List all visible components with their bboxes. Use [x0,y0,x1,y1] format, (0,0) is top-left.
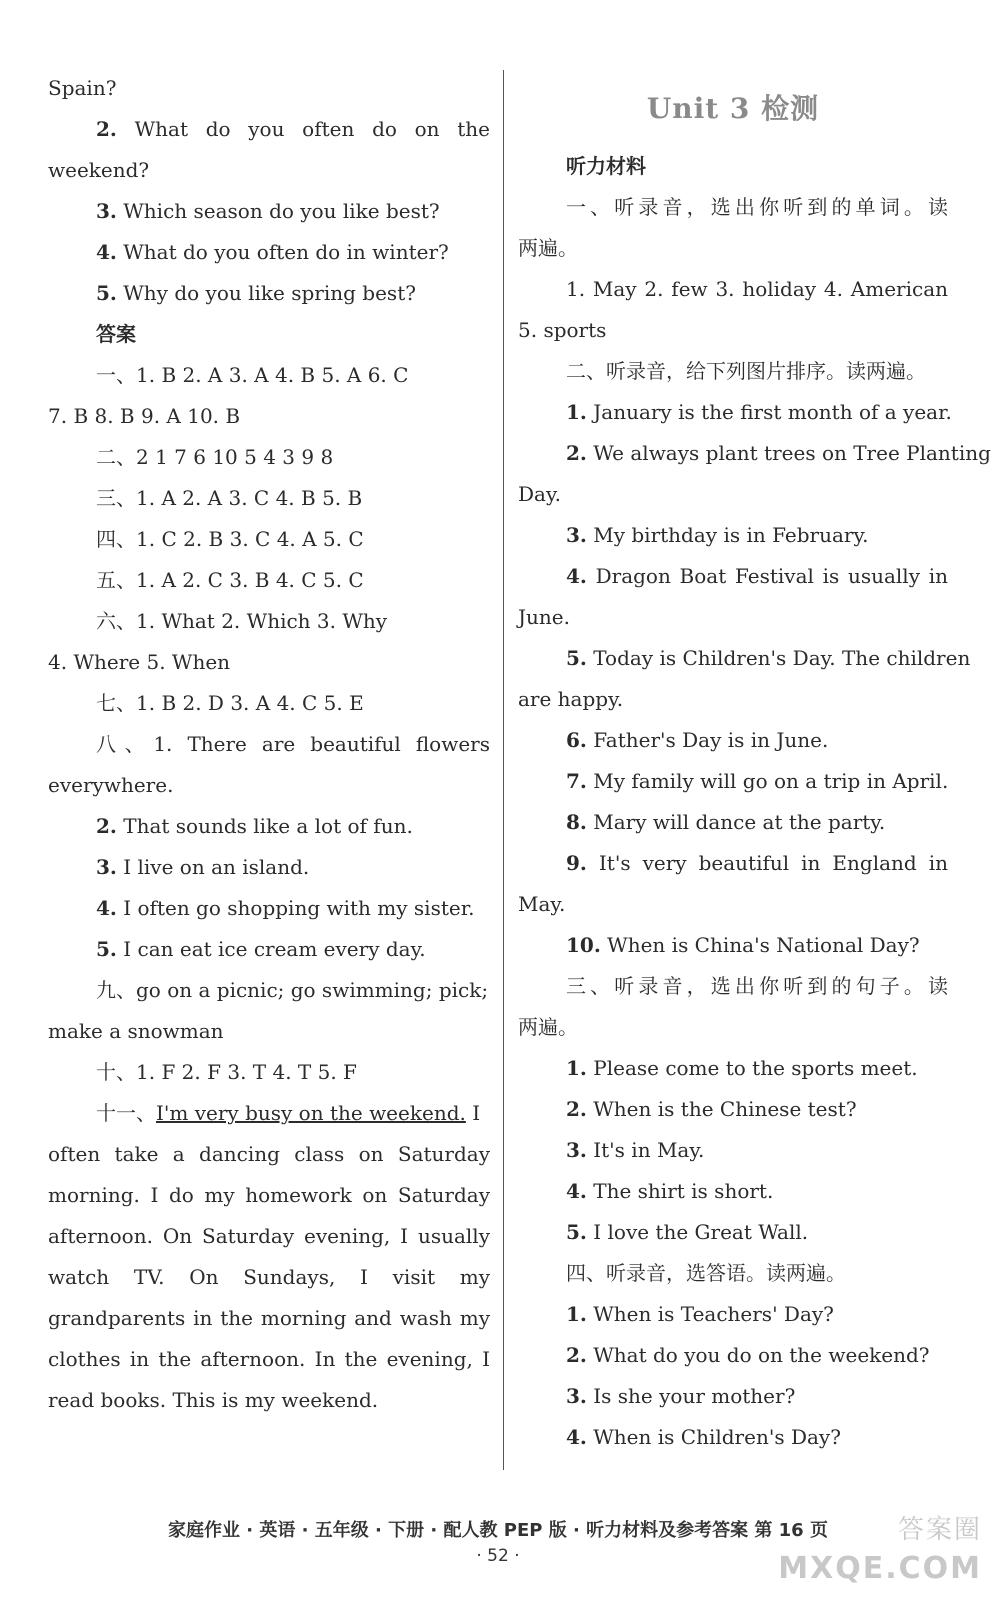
item-text: I often go shopping with my sister. [116,896,475,920]
answer-line: 六、1. What 2. Which 3. Why [96,609,388,633]
item-text: I can eat ice cream every day. [116,937,426,961]
answer-line [48,1093,490,1134]
item-number: 5. [96,281,117,305]
item-text: There are beautiful flowers [172,732,490,756]
answer-line: 4. Where 5. When [48,650,231,674]
section-heading: 二、听录音，给下列图片排序。读两遍。 [566,359,926,383]
list-item [518,433,991,474]
item-number: 4. [566,1425,587,1449]
answer-line: everywhere. [48,773,174,797]
list-item [518,515,948,556]
list-item [518,1048,948,1089]
answer-line: 二、2 1 7 6 10 5 4 3 9 8 [96,445,334,469]
answer-line [48,806,490,847]
list-item [518,1417,948,1458]
page-number: · 52 · [476,1546,520,1566]
list-item: June. [518,605,570,629]
list-item [518,802,948,843]
item-text: It's in May. [586,1138,705,1162]
item-text: When is Children's Day? [586,1425,841,1449]
item-text: Mary will dance at the party. [586,810,886,834]
section-heading: 两遍。 [518,1015,578,1039]
question-line [48,191,490,232]
word-list: 5. sports [518,318,607,342]
item-number: 2. [566,441,587,465]
answer-line: clothes in the afternoon. In the evening, I [48,1347,490,1371]
item-text: My birthday is in February. [586,523,869,547]
item-number: 1. [566,1056,587,1080]
item-number: 5. [566,646,587,670]
answer-line: 十、1. F 2. F 3. T 4. T 5. F [96,1060,357,1084]
item-number: 6. [566,728,587,752]
item-text: Father's Day is in June. [586,728,829,752]
section-heading: 一、听录音，选出你听到的单词。读 [566,195,948,219]
item-number: 8. [566,810,587,834]
list-item [518,1212,948,1253]
question-line [48,273,490,314]
answer-line [48,847,490,888]
list-item [518,761,948,802]
item-text: What do you often do on the [116,117,490,141]
text-line: weekend? [48,158,150,182]
answer-line: 九、go on a picnic; go swimming; pick; [96,978,489,1002]
watermark-text: 答案圈 [897,1515,982,1545]
item-number: 2. [566,1343,587,1367]
item-number: 4. [566,564,587,588]
item-number: 3. [96,855,117,879]
item-text: Which season do you like best? [116,199,440,223]
item-text: Please come to the sports meet. [586,1056,918,1080]
item-number: 4. [96,240,117,264]
answer-line: 五、1. A 2. C 3. B 4. C 5. C [96,568,364,592]
answers-heading: 答案 [96,322,136,346]
answer-line: afternoon. On Saturday evening, I usually [48,1224,490,1248]
list-item [518,1089,948,1130]
item-number: 7. [566,769,587,793]
answer-line: 四、1. C 2. B 3. C 4. A 5. C [96,527,364,551]
item-text: What do you often do in winter? [116,240,449,264]
item-text: It's very beautiful in England in [586,851,948,875]
item-number: 4. [566,1179,587,1203]
item-text: We always plant trees on Tree Planting [586,441,991,465]
item-number: 1. [566,1302,587,1326]
answer-line: often take a dancing class on Saturday [48,1142,490,1166]
item-number: 2. [96,814,117,838]
item-text: I love the Great Wall. [586,1220,809,1244]
list-item [518,843,948,884]
item-text: Is she your mother? [586,1384,796,1408]
answer-line: 三、1. A 2. A 3. C 4. B 5. B [96,486,363,510]
item-number: 3. [96,199,117,223]
underlined-sentence: I'm very busy on the weekend. [156,1101,466,1125]
list-item: are happy. [518,687,624,711]
item-number: 5. [566,1220,587,1244]
item-text: That sounds like a lot of fun. [116,814,413,838]
list-item: Day. [518,482,561,506]
item-number: 3. [566,1138,587,1162]
question-line [48,109,490,150]
item-text: Dragon Boat Festival is usually in [586,564,948,588]
section-heading: 三、听录音，选出你听到的句子。读 [566,974,948,998]
question-line [48,232,490,273]
answer-line: read books. This is my weekend. [48,1388,379,1412]
item-text: When is the Chinese test? [586,1097,857,1121]
answer-line: 一、1. B 2. A 3. A 4. B 5. A 6. C [96,363,409,387]
watermark [752,1510,982,1590]
watermark-site: MXQE.COM [778,1551,982,1586]
right-column [518,72,991,1458]
answer-line: 七、1. B 2. D 3. A 4. C 5. E [96,691,364,715]
item-text: I [465,1101,481,1125]
item-text: January is the first month of a year. [586,400,952,424]
answer-line: make a snowman [48,1019,224,1043]
list-item [518,1130,948,1171]
column-divider [503,70,504,1470]
item-text: I live on an island. [116,855,310,879]
list-item [518,1335,948,1376]
list-item [518,720,948,761]
item-text: When is Teachers' Day? [586,1302,834,1326]
item-text: What do you do on the weekend? [586,1343,930,1367]
page-footer: 家庭作业 · 英语 · 五年级 · 下册 · 配人教 PEP 版 · 听力材料及参考答案 第 16 页 [168,1520,828,1541]
item-number: 10. [566,933,601,957]
item-number: 3. [566,1384,587,1408]
list-item [518,1294,948,1335]
item-number: 2. [566,1097,587,1121]
item-number: 八、1. [96,732,173,756]
answer-line [48,929,490,970]
item-text: The shirt is short. [586,1179,774,1203]
listening-heading: 听力材料 [566,154,646,178]
list-item [518,1376,948,1417]
item-number: 十一、 [96,1101,156,1125]
answer-line: morning. I do my homework on Saturday [48,1183,490,1207]
answer-line: 7. B 8. B 9. A 10. B [48,404,241,428]
list-item [518,392,952,433]
item-text: When is China's National Day? [600,933,920,957]
word-list: 1. May 2. few 3. holiday 4. American [566,277,948,301]
answer-line: grandparents in the morning and wash my [48,1306,490,1330]
item-text: My family will go on a trip in April. [586,769,949,793]
item-text: Why do you like spring best? [116,281,416,305]
list-item [518,925,948,966]
answer-line [48,888,490,929]
text-line: Spain? [48,76,117,100]
item-number: 9. [566,851,587,875]
section-heading: 两遍。 [518,236,578,260]
item-number: 2. [96,117,117,141]
list-item [518,556,948,597]
item-number: 1. [566,400,587,424]
list-item [518,1171,948,1212]
list-item [518,638,971,679]
section-heading: 四、听录音，选答语。读两遍。 [566,1261,846,1285]
item-number: 5. [96,937,117,961]
answer-line: watch TV. On Sundays, I visit my [48,1265,490,1289]
left-column [48,68,490,1421]
item-text: Today is Children's Day. The children [586,646,971,670]
unit-title: Unit 3 检测 [646,92,820,125]
answer-line [48,724,490,765]
item-number: 4. [96,896,117,920]
item-number: 3. [566,523,587,547]
list-item: May. [518,892,566,916]
